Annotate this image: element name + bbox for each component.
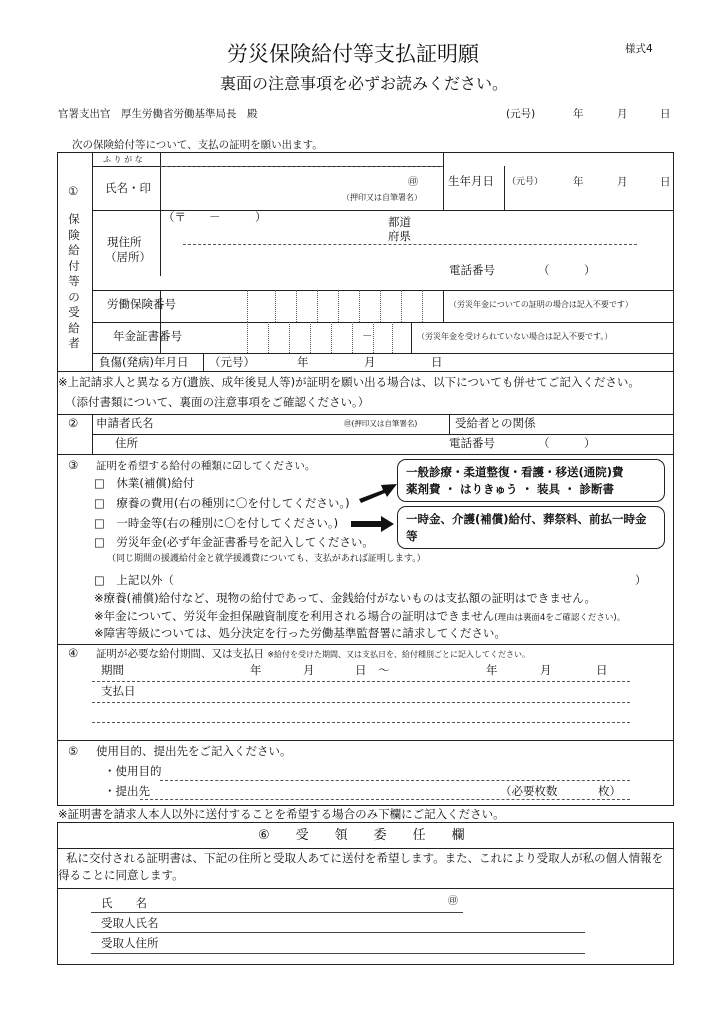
recipient-address-label: 受取人住所 [101, 936, 159, 950]
attachment-note: （添付書類について、裏面の注意事項をご確認ください。） [65, 395, 370, 409]
period-start-year: 年 [250, 663, 262, 677]
note-disability-grade: ※障害等級については、処分決定を行った労働基準監督署に請求してください。 [94, 626, 506, 640]
benefit-period-intro-small: ※給付を受けた期間、又は支払日を、給付種別ごとに記入してください。 [267, 650, 531, 659]
applicant-name-label: 申請者氏名 [96, 416, 154, 430]
option-other[interactable]: □ 上記以外（ [94, 573, 174, 587]
destination-label: ・提出先 [104, 784, 150, 798]
prefecture-fuken: 府県 [388, 229, 411, 243]
callout1-line1: 一般診療・柔道整復・看護・移送(通院)費 [406, 465, 624, 479]
injury-date-label: 負傷(発病)年月日 [99, 355, 189, 369]
phone-label: 電話番号 [449, 263, 495, 277]
period-end-month: 月 [540, 663, 552, 677]
section1-number: ① [68, 184, 79, 198]
benefit-period-intro [96, 649, 530, 660]
section4-number: ④ [68, 646, 79, 660]
copies-unit: 枚） [598, 784, 621, 798]
pension-option-note: （同じ期間の援護給付金と就学援護費についても、支払があれば証明します。） [107, 554, 426, 564]
addressee: 官署支出官 厚生労働省労働基準局長 殿 [58, 108, 258, 120]
seal-note: （押印又は自筆署名） [342, 193, 422, 202]
applicant-phone-paren: （ ） [538, 436, 596, 450]
callout1-line2: 薬剤費 ・ はりきゅう ・ 装具 ・ 診断書 [406, 481, 615, 496]
birth-era: （元号） [507, 177, 544, 187]
injury-day: 日 [431, 355, 443, 369]
period-end-year: 年 [486, 663, 498, 677]
period-start-day: 日 ～ [355, 663, 390, 677]
note-pension-loan-small: (理由は裏面4をご確認ください)。 [494, 613, 626, 623]
relation-label: 受給者との関係 [455, 416, 536, 430]
arrow-right-icon [351, 515, 395, 533]
pension-dash: － [362, 330, 373, 342]
period-label: 期間 [101, 663, 124, 677]
lump-sum-types-callout [397, 506, 665, 549]
birth-day: 日 [660, 176, 671, 188]
option-lump-sum[interactable]: □ 一時金等(右の種別に〇を付してください。) [94, 516, 339, 530]
vertical-label-char: 付 [68, 258, 80, 273]
applicant-phone-label: 電話番号 [449, 436, 495, 450]
section5-number: ⑤ [68, 744, 79, 758]
labour-insurance-number-label: 労働保険番号 [107, 297, 176, 311]
request-line: 次の保険給付等について、支払の証明を願い出ます。 [72, 139, 323, 151]
vertical-label-char: 給 [68, 320, 80, 335]
option-other-close: ） [635, 573, 647, 587]
consent-text-2: 得ることに同意します。 [58, 868, 184, 882]
page-subtitle: 裏面の注意事項を必ずお読みください。 [220, 74, 509, 93]
injury-year: 年 [297, 355, 309, 369]
receipt-delegation-title: ⑥ 受 領 委 任 欄 [258, 828, 465, 843]
proxy-delivery-note: ※証明書を請求人本人以外に送付することを希望する場合のみ下欄にご記入ください。 [58, 807, 505, 821]
prefecture-todo: 都道 [388, 215, 411, 229]
copies-label: （必要枚数 [500, 784, 558, 798]
period-start-month: 月 [303, 663, 315, 677]
payment-date-label: 支払日 [101, 684, 136, 698]
header-year: 年 [573, 108, 584, 120]
injury-month: 月 [364, 355, 376, 369]
note-pension-loan [94, 611, 625, 623]
option-absence-benefit[interactable]: □ 休業(補償)給付 [94, 476, 195, 490]
pension-note: （労災年金を受けられていない場合は記入不要です。） [417, 332, 613, 341]
vertical-label-char: 者 [68, 336, 80, 350]
vertical-label-char: 給 [68, 243, 80, 257]
address-label: 現住所 [107, 235, 142, 249]
arrow-right-icon [357, 478, 399, 504]
form-number: 様式4 [625, 43, 653, 55]
birth-month: 月 [617, 176, 628, 188]
delegator-name-label: 氏 名 [101, 896, 147, 910]
labour-insurance-note: （労災年金についての証明の場合は記入不要です） [449, 300, 633, 309]
other-applicant-note: ※上記請求人と異なる方(遺族、成年後見人等)が証明を願い出る場合は、以下についても併せてご記入ください。 [58, 375, 640, 389]
option-pension[interactable]: □ 労災年金(必ず年金証書番号を記入してください。 [94, 535, 374, 549]
callout2-line1: 一時金、介護(補償)給付、葬祭料、前払一時金 [406, 512, 647, 526]
seal-icon: ㊞ [448, 896, 458, 907]
period-end-day: 日 [596, 663, 608, 677]
vertical-label-char: の [68, 289, 80, 304]
applicant-address-label: 住所 [115, 436, 138, 450]
section2-number: ② [68, 416, 79, 430]
medical-cost-types-callout [397, 459, 665, 502]
benefit-period-intro-text: 証明が必要な給付期間、又は支払日 [96, 648, 264, 660]
benefit-type-intro: 証明を希望する給付の種類に☑してください。 [96, 460, 316, 472]
callout2-line2: 等 [406, 528, 418, 543]
postal-code: （〒 － ） [163, 210, 267, 224]
purpose-intro: 使用目的、提出先をご記入ください。 [96, 744, 292, 758]
vertical-label-char: 受 [68, 305, 80, 319]
header-era: (元号) [506, 108, 536, 120]
injury-era: （元号） [209, 355, 255, 369]
vertical-label-char: 等 [68, 274, 80, 288]
pension-number-label: 年金証書番号 [113, 329, 182, 343]
phone-paren: （ ） [538, 263, 596, 277]
header-month: 月 [617, 108, 628, 120]
seal-icon: ㊞ [408, 177, 418, 188]
recipient-name-label: 受取人氏名 [101, 916, 159, 930]
purpose-label: ・使用目的 [104, 764, 162, 778]
furigana-label: ふ り が な [103, 155, 143, 164]
address-label-2: （居所） [105, 250, 151, 264]
birth-date-label: 生年月日 [448, 174, 494, 188]
note-in-kind: ※療養(補償)給付など、現物の給付であって、金銭給付がないものは支払額の証明はできません。 [94, 591, 596, 605]
vertical-label-char: 険 [68, 227, 80, 242]
name-seal-label: 氏名・印 [105, 181, 151, 195]
section3-number: ③ [68, 458, 79, 472]
birth-year: 年 [573, 176, 584, 188]
page-title: 労災保険給付等支払証明願 [227, 42, 479, 66]
vertical-label-char: 保 [68, 212, 80, 226]
header-day: 日 [660, 108, 671, 120]
option-medical-cost[interactable]: □ 療養の費用(右の種別に〇を付してください。) [94, 496, 350, 510]
applicant-seal-note: ㊞(押印又は自筆署名) [344, 419, 418, 428]
consent-text-1: 私に交付される証明書は、下記の住所と受取人あてに送付を希望します。また、これにより受取人が私の個人情報を [66, 851, 664, 865]
note-pension-loan-text: ※年金について、労災年金担保融資制度を利用される場合の証明はできません [94, 609, 495, 623]
